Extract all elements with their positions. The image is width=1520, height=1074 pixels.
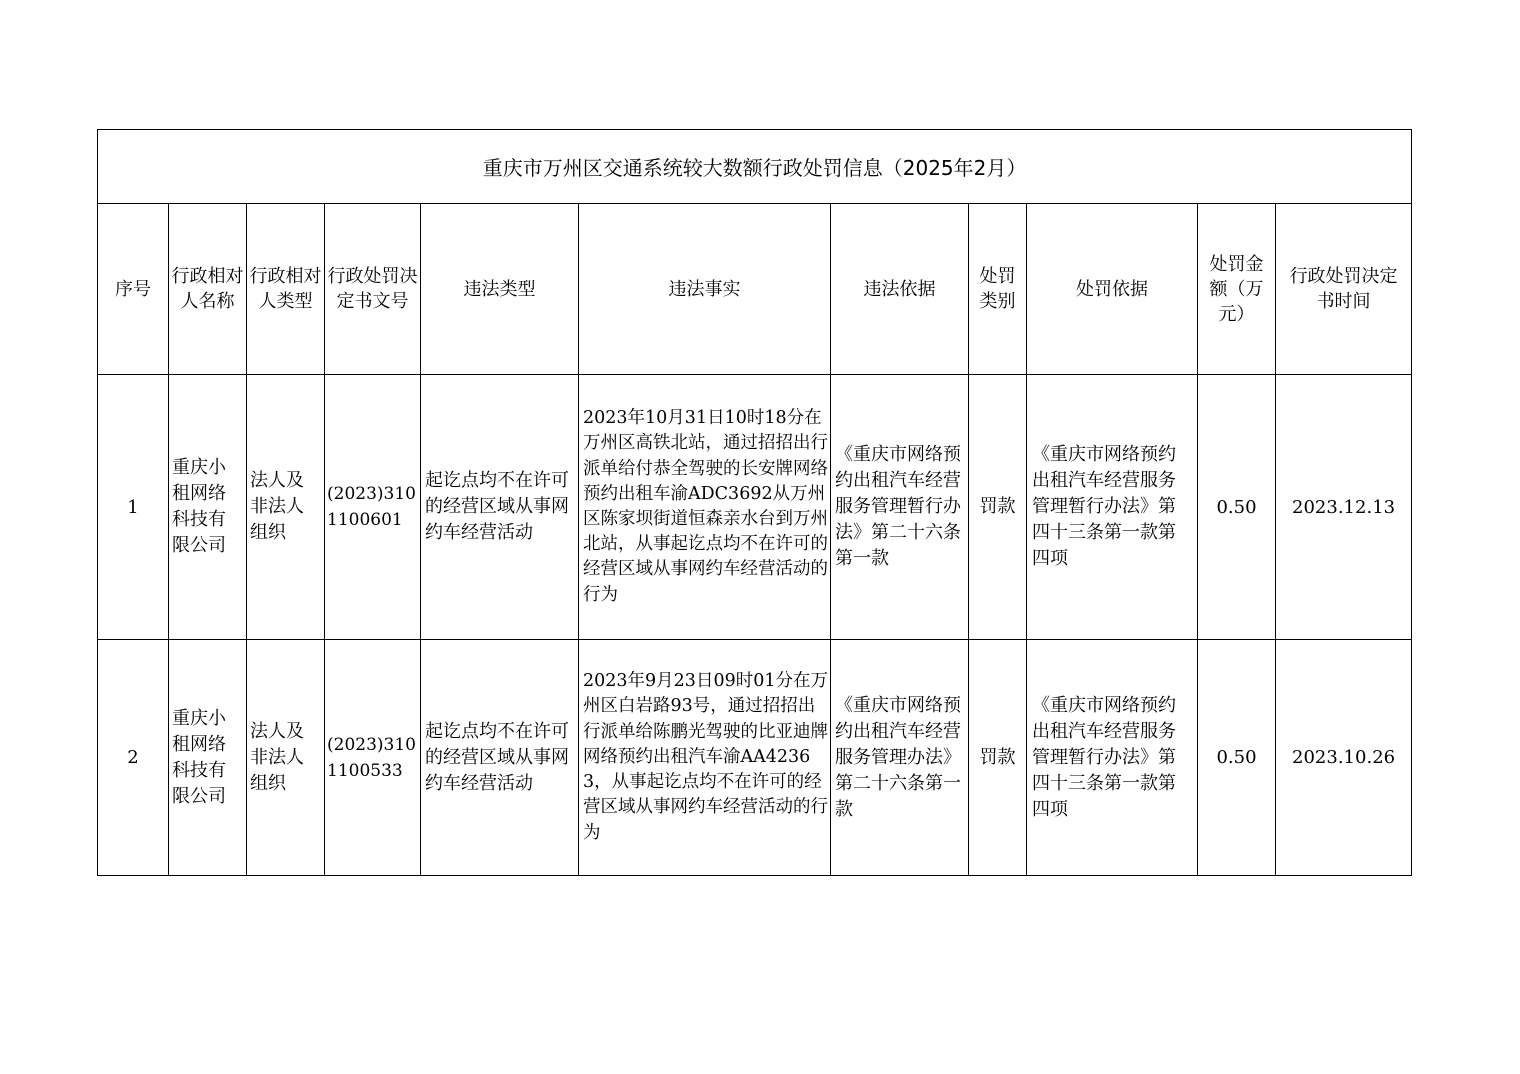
cell-legal-basis: 《重庆市网络预约出租汽车经营服务管理办法》第二十六条第一款 [831, 640, 969, 876]
cell-party-type: 法人及非法人组织 [247, 640, 325, 876]
cell-doc-no: (2023)3101100533 [325, 640, 421, 876]
cell-penalty-category: 罚款 [969, 640, 1027, 876]
column-header-party-type: 行政相对人类型 [247, 204, 325, 375]
column-header-party-name: 行政相对人名称 [169, 204, 247, 375]
cell-violation-type: 起讫点均不在许可的经营区域从事网约车经营活动 [421, 375, 579, 640]
cell-seq: 2 [98, 640, 169, 876]
cell-amount: 0.50 [1198, 375, 1276, 640]
penalty-table [97, 129, 1412, 876]
column-header-penalty-basis: 处罚依据 [1027, 204, 1198, 375]
header-row [98, 204, 1412, 375]
cell-decision-date: 2023.12.13 [1276, 375, 1412, 640]
cell-decision-date: 2023.10.26 [1276, 640, 1412, 876]
cell-party-type: 法人及非法人组织 [247, 375, 325, 640]
cell-doc-no: (2023)3101100601 [325, 375, 421, 640]
table-row [98, 640, 1412, 876]
column-header-facts: 违法事实 [579, 204, 831, 375]
column-header-seq: 序号 [98, 204, 169, 375]
column-header-legal-basis: 违法依据 [831, 204, 969, 375]
column-header-doc-no: 行政处罚决定书文号 [325, 204, 421, 375]
cell-legal-basis: 《重庆市网络预约出租汽车经营服务管理暂行办法》第二十六条第一款 [831, 375, 969, 640]
cell-party-name: 重庆小租网络科技有限公司 [169, 640, 247, 876]
cell-penalty-category: 罚款 [969, 375, 1027, 640]
page-title: 重庆市万州区交通系统较大数额行政处罚信息（2025年2月） [98, 130, 1412, 204]
cell-seq: 1 [98, 375, 169, 640]
column-header-amount: 处罚金额（万元） [1198, 204, 1276, 375]
title-row [98, 130, 1412, 204]
column-header-decision-date: 行政处罚决定书时间 [1276, 204, 1412, 375]
cell-penalty-basis: 《重庆市网络预约出租汽车经营服务管理暂行办法》第四十三条第一款第四项 [1027, 375, 1198, 640]
cell-facts: 2023年9月23日09时01分在万州区白岩路93号，通过招招出行派单给陈鹏光驾驶的比亚迪牌网络预约出租汽车渝AA42363，从事起讫点均不在许可的经营区域从事网约车经营活动的行为 [579, 640, 831, 876]
cell-violation-type: 起讫点均不在许可的经营区域从事网约车经营活动 [421, 640, 579, 876]
cell-party-name: 重庆小租网络科技有限公司 [169, 375, 247, 640]
table-row [98, 375, 1412, 640]
column-header-penalty-category: 处罚类别 [969, 204, 1027, 375]
cell-facts: 2023年10月31日10时18分在万州区高铁北站，通过招招出行派单给付恭全驾驶的长安牌网络预约出租车渝ADC3692从万州区陈家坝街道恒森亲水台到万州北站，从事起讫点均不在许可的经营区域从事网约车经营活动的行为 [579, 375, 831, 640]
cell-penalty-basis: 《重庆市网络预约出租汽车经营服务管理暂行办法》第四十三条第一款第四项 [1027, 640, 1198, 876]
cell-amount: 0.50 [1198, 640, 1276, 876]
penalty-document [97, 129, 1411, 876]
column-header-violation-type: 违法类型 [421, 204, 579, 375]
